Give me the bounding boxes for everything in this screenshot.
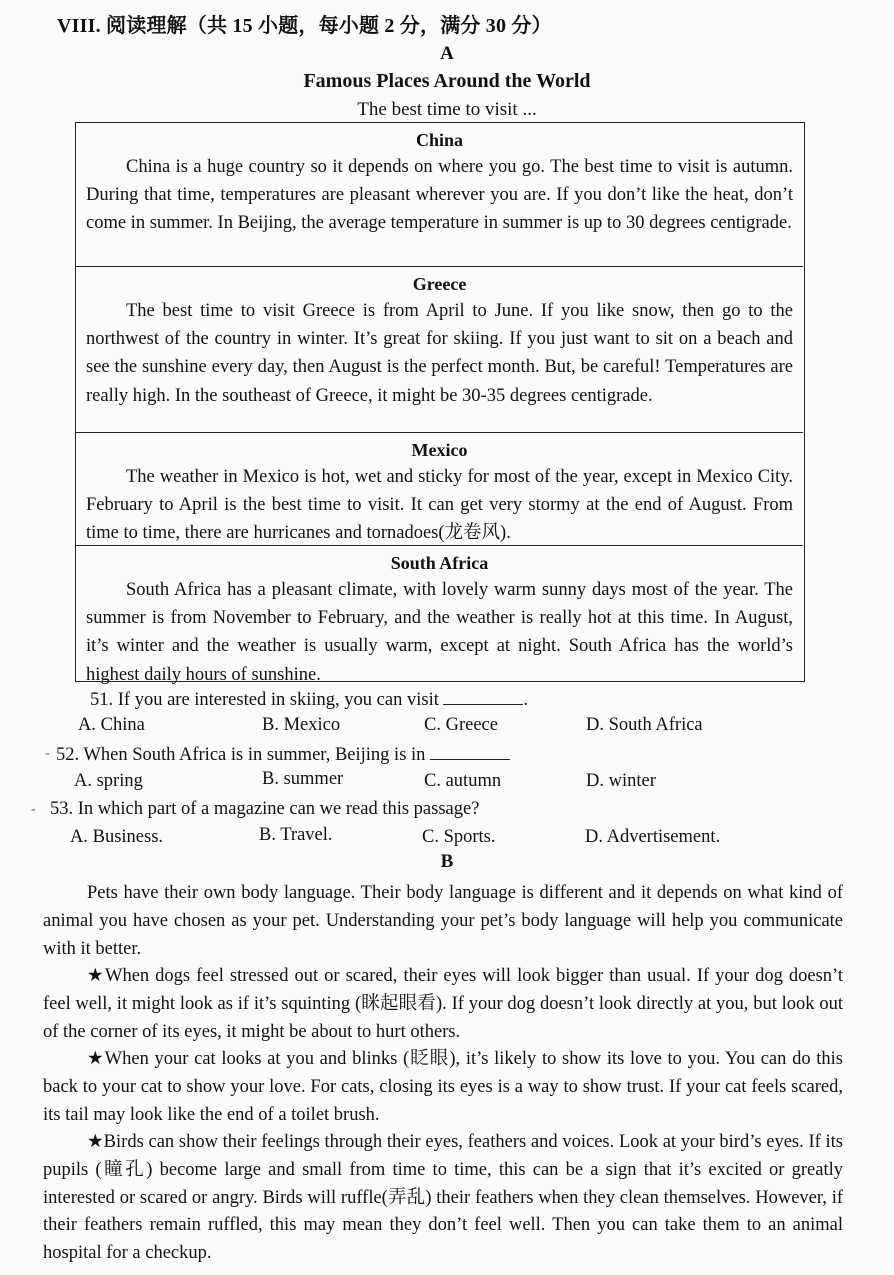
option-d: D. winter: [586, 771, 656, 791]
option-b: B. summer: [262, 769, 344, 789]
option-b: B. Mexico: [262, 715, 341, 735]
place-text: The best time to visit Greece is from April to June. If you like snow, then go to the northwest of the country in winter. It’s great for skiing. If you just want to sit on a beach and see the sunshine every day, then August is the perfect month. But, be careful! Temperatures are really high. In the southeast of Greece, it might be 30-35 degrees centigrade.: [86, 301, 793, 406]
question-stem: 51. If you are interested in skiing, you can visit: [90, 690, 439, 710]
option-c: C. autumn: [424, 771, 502, 791]
question-51: [90, 688, 528, 711]
part-b-letter: B: [440, 851, 454, 872]
place-cell-south-africa: [76, 545, 803, 685]
answer-blank: [430, 743, 510, 760]
place-text: China is a huge country so it depends on where you go. The best time to visit is autumn. During that time, temperatures are pleasant wherever you are. If you don’t like the heat, don’t come in summer. In Beijing, the average temperature in summer is up to 30 degrees centigrade.: [86, 157, 793, 234]
passage-subtitle: The best time to visit ...: [357, 99, 537, 120]
paragraph-intro: Pets have their own body language. Their body language is different and it depends on what kind of animal you have chosen as your pet. Understanding your pet’s body language will help you communicate with it better.: [43, 883, 843, 959]
place-name: Mexico: [411, 440, 468, 460]
place-cell-china: [76, 123, 803, 266]
option-a: A. China: [78, 715, 145, 735]
place-name: Greece: [412, 274, 467, 294]
paragraph-birds: ★Birds can show their feelings through their eyes, feathers and voices. Look at your bird’s eyes. If its pupils (瞳孔) become large and small from time to time, this can be a sign that it’s excited or greatly interested or scared or angry. Birds will ruffle(弄乱) their feathers when they clean themselves. However, if their feathers remain ruffled, this may mean they don’t feel well. Then you can take them to an animal hospital for a checkup.: [43, 1132, 843, 1264]
place-text: The weather in Mexico is hot, wet and sticky for most of the year, except in Mexico City. February to April is the best time to visit. It can get very stormy at the end of August. From time to time, there are hurricanes and tornadoes(龙卷风).: [86, 467, 793, 544]
paragraph-cats: ★When your cat looks at you and blinks (眨眼), it’s likely to show its love to you. You can do this back to your cat to show your love. For cats, closing its eyes is a way to show trust. If your cat feels scared, its tail may look like the end of a toilet brush.: [43, 1049, 843, 1125]
option-a: A. spring: [74, 771, 143, 791]
option-d: D. South Africa: [586, 715, 703, 735]
section-header: VIII. 阅读理解（共 15 小题，每小题 2 分，满分 30 分）: [57, 15, 552, 37]
option-c: C. Greece: [424, 715, 498, 735]
option-d: D. Advertisement.: [585, 827, 721, 847]
paragraph-dogs: ★When dogs feel stressed out or scared, their eyes will look bigger than usual. If your dog doesn’t feel well, it might look as if it’s squinting (眯起眼看). If your dog doesn’t look directly at you, but look out of the corner of its eyes, it might be about to hurt others.: [43, 966, 843, 1042]
part-a-letter: A: [440, 43, 454, 64]
option-b: B. Travel.: [259, 825, 333, 845]
question-stem: 52. When South Africa is in summer, Beijing is in: [56, 745, 426, 765]
question-53: [50, 799, 479, 820]
place-cell-greece: [76, 266, 803, 432]
answer-blank: [443, 688, 523, 705]
question-stem: 53. In which part of a magazine can we read this passage?: [50, 799, 480, 819]
margin-mark: -: [31, 802, 36, 817]
place-cell-mexico: [76, 432, 803, 545]
place-name: South Africa: [390, 553, 489, 573]
question-52: [56, 743, 510, 766]
place-text: South Africa has a pleasant climate, with lovely warm sunny days most of the year. The summer is from November to February, and the weather is really hot at this time. In August, it’s winter and the weather is usually warm, except at night. South Africa has the world’s highest daily hours of sunshine.: [86, 580, 793, 685]
option-c: C. Sports.: [422, 827, 496, 847]
place-name: China: [415, 130, 464, 150]
margin-mark: -: [45, 746, 50, 761]
places-table: [75, 122, 805, 685]
blank-end: .: [523, 690, 529, 710]
passage-title: Famous Places Around the World: [303, 70, 591, 92]
option-a: A. Business.: [70, 827, 164, 847]
